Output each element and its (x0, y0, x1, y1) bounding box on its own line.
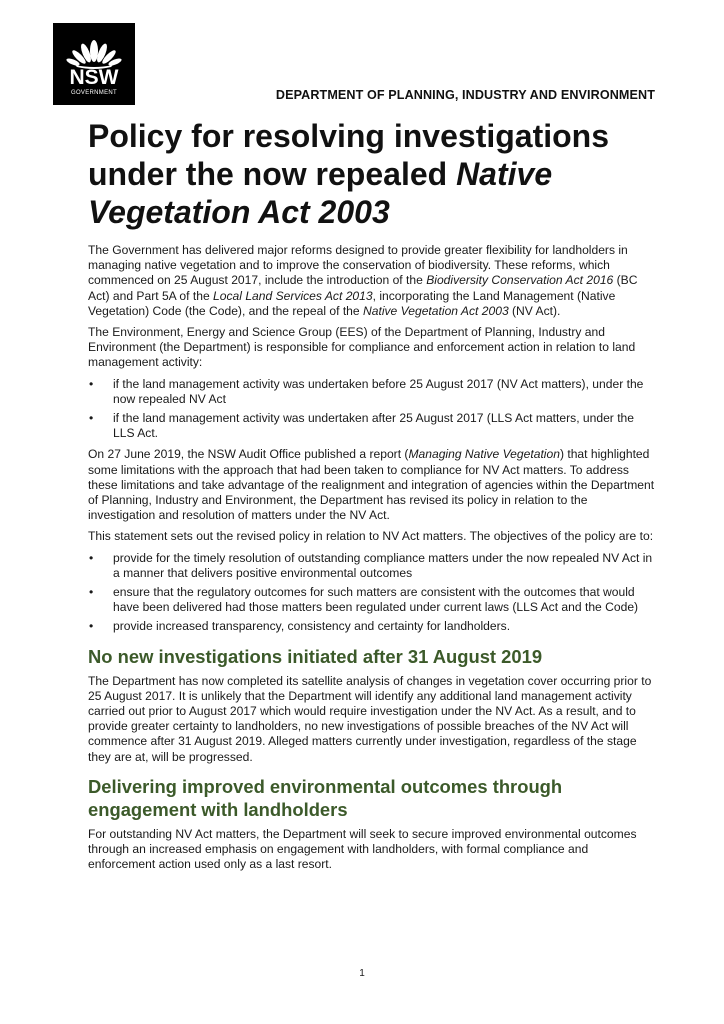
list-item: • ensure that the regulatory outcomes for such matters are consistent with the outcomes that would have been delivered had those matters been regulated under current laws (LLS Act and the Code) (88, 585, 658, 615)
intro-text-4: (NV Act). (508, 303, 561, 318)
audit-text-1: On 27 June 2019, the NSW Audit Office published a report ( (88, 447, 409, 462)
list-item: • provide for the timely resolution of outstanding compliance matters under the now repealed NV Act in a manner that delivers positive environmental outcomes (88, 551, 658, 581)
logo-nsw-text: NSW (69, 66, 119, 89)
document-body (88, 243, 658, 879)
title-act-name: Native Vegetation Act 2003 (88, 156, 553, 230)
objectives-intro: This statement sets out the revised policy in relation to NV Act matters. The objectives of the policy are to: (88, 529, 654, 544)
list-item: • if the land management activity was undertaken before 25 August 2017 (NV Act matters), under the now repealed NV Act (88, 377, 658, 407)
section-heading-no-new-investigations: No new investigations initiated after 31 August 2019 (88, 645, 543, 667)
intro-paragraph (88, 243, 658, 319)
intro-act-lls: Local Land Services Act 2013 (213, 288, 373, 303)
page-number: 1 (359, 968, 365, 979)
section-heading-improved-outcomes: Delivering improved environmental outcomes through engagement with landholders (88, 775, 563, 820)
audit-text-2: ) that highlighted some limitations with the approach that had been taken to compliance for NV Act matters. To address these limitations and take advantage of the realignment and integration of agencies within the Department of Planning, Industry and Environment, the Department has revised its policy in relation to the investigation and resolution of matters under the NV Act. (88, 447, 655, 523)
audit-paragraph (88, 447, 658, 523)
section-paragraph: For outstanding NV Act matters, the Department will seek to secure improved environmental outcomes through an increased emphasis on engagement with landholders, with formal compliance and enforcement action used only as a last resort. (88, 826, 637, 872)
intro-act-nv: Native Vegetation Act 2003 (363, 303, 509, 318)
intro-text-2: (BC Act) and Part 5A of the (88, 273, 638, 303)
title-lead: Policy for resolving investigations under the now repealed (88, 118, 610, 192)
objectives-list (88, 551, 658, 635)
audit-report-title: Managing Native Vegetation (408, 447, 560, 462)
list-item: • if the land management activity was undertaken after 25 August 2017 (LLS Act matters, under the LLS Act. (88, 411, 658, 441)
activity-list (88, 377, 658, 442)
page-title (88, 117, 688, 231)
intro-text-1: The Government has delivered major reforms designed to provide greater flexibility for landholders in managing native vegetation and to improve the conservation of biodiversity. These reforms, which commenced on 25 August 2017, include the introduction of the (88, 243, 628, 288)
department-name: DEPARTMENT OF PLANNING, INDUSTRY AND ENVIRONMENT (275, 88, 655, 102)
list-item: • provide increased transparency, consistency and certainty for landholders. (88, 619, 658, 634)
intro-text-3: , incorporating the Land Management (Native Vegetation) Code (the Code), and the repeal of the (88, 288, 616, 318)
nsw-government-logo (53, 23, 135, 105)
intro-act-bc: Biodiversity Conservation Act 2016 (426, 273, 614, 288)
responsibility-paragraph: The Environment, Energy and Science Group (EES) of the Department of Planning, Industry and Environment (the Department) is responsible for compliance and enforcement action in relation to land management activity: (88, 325, 636, 370)
section-paragraph: The Department has now completed its satellite analysis of changes in vegetation cover occurring prior to 25 August 2017. It is unlikely that the Department will identify any additional land management activity carried out prior to August 2017 which would require investigation under the NV Act. As a result, and to provide greater certainty to landholders, no new investigations of possible breaches of the NV Act will commence after 31 August 2019. Alleged matters currently under investigation, regardless of the stage they are at, will be progressed. (88, 673, 652, 764)
logo-government-text: GOVERNMENT (70, 90, 117, 96)
